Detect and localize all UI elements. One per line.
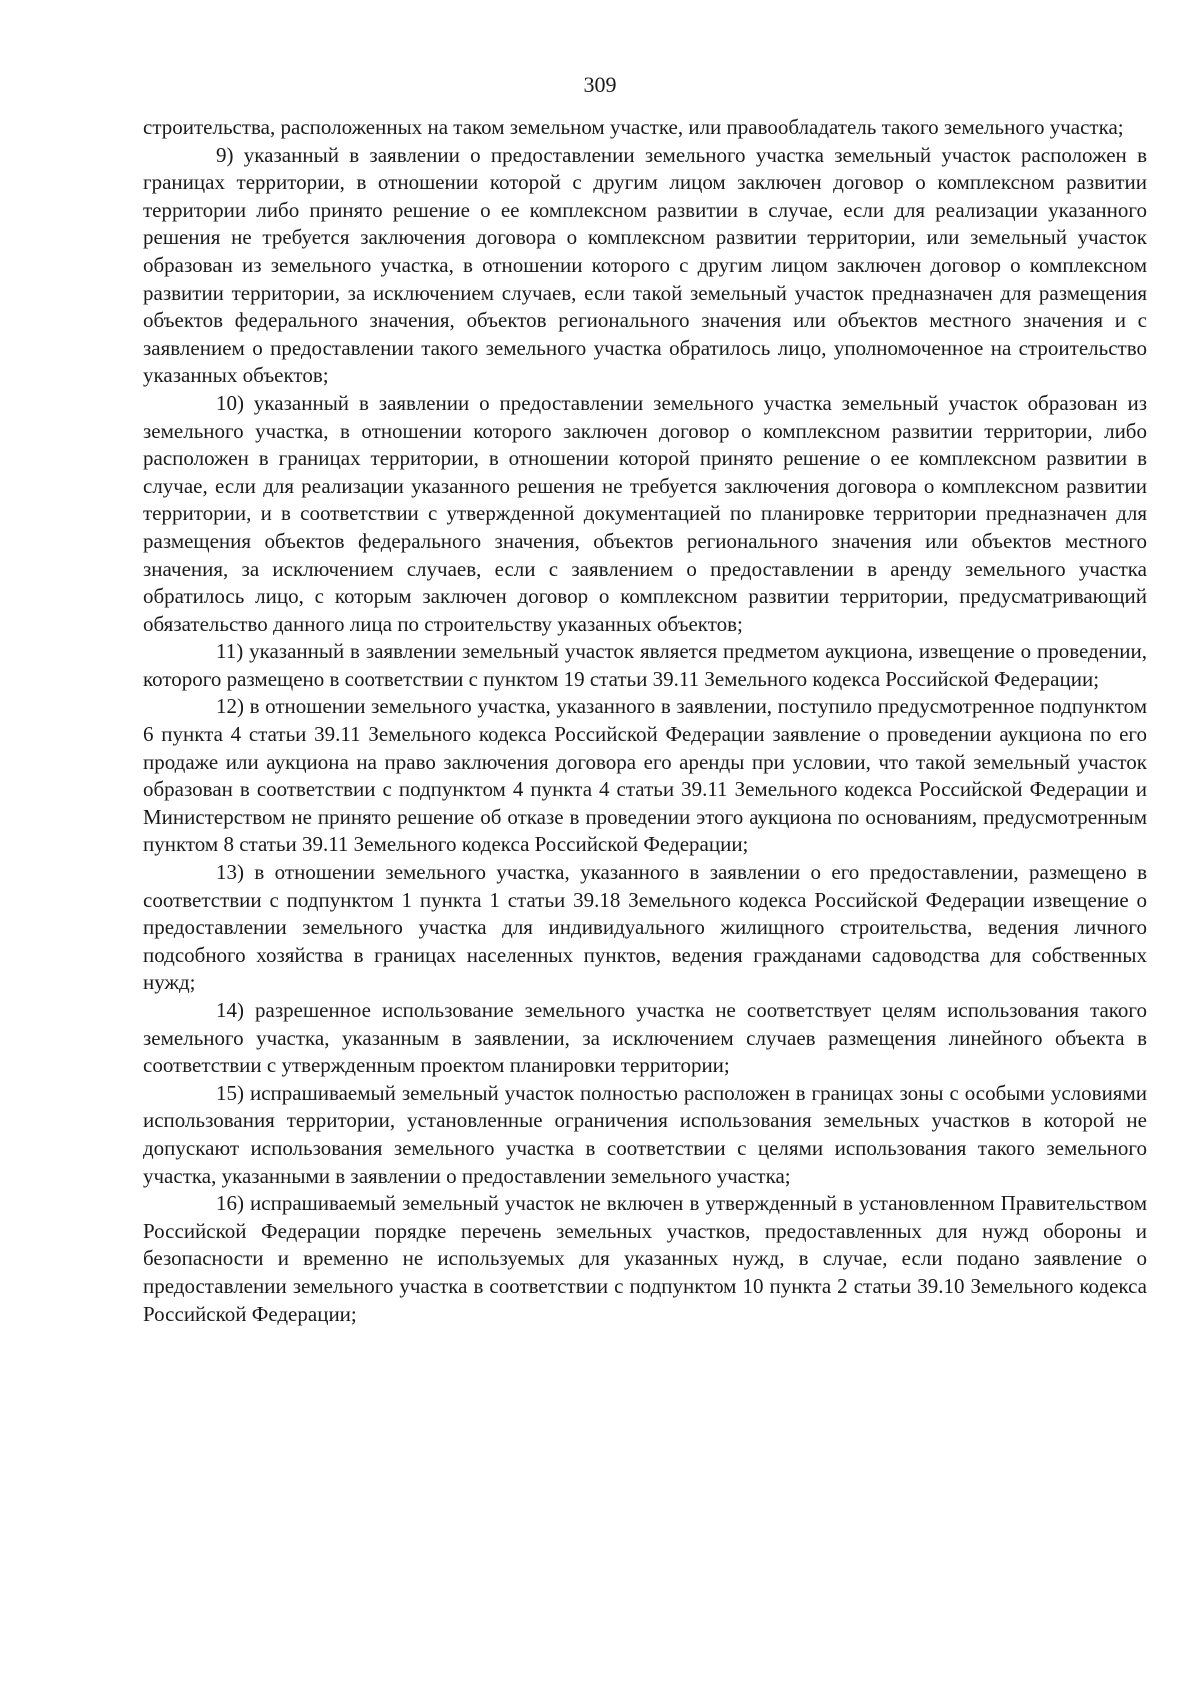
paragraph-item-12: 12) в отношении земельного участка, указанного в заявлении, поступило предусмотренное подпунктом 6 пункта 4 статьи 39.11 Земельного кодекса Российской Федерации заявление о проведении аукциона по его продаже или аукциона на право заключения договора его аренды при условии, что такой земельный участок образован в соответствии с подпунктом 4 пункта 4 статьи 39.11 Земельного кодекса Российской Федерации и Министерством не принято решение об отказе в проведении этого аукциона по основаниям, предусмотренным пунктом 8 статьи 39.11 Земельного кодекса Российской Федерации; [143,694,1147,857]
paragraph-item-16: 16) испрашиваемый земельный участок не включен в утвержденный в установленном Правительством Российской Федерации порядке перечень земельных участков, предоставленных для нужд обороны и безопасности и временно не используемых для указанных нужд, в случае, если подано заявление о предоставлении земельного участка в соответствии с подпунктом 10 пункта 2 статьи 39.10 Земельного кодекса Российской Федерации; [143,1191,1147,1326]
paragraph-item-10: 10) указанный в заявлении о предоставлении земельного участка земельный участок образован из земельного участка, в отношении которого заключен договор о комплексном развитии территории, либо расположен в границах территории, в отношении которой принято решение о ее комплексном развитии в случае, если для реализации указанного решения не требуется заключения договора о комплексном развитии территории, и в соответствии с утвержденной документацией по планировке территории предназначен для размещения объектов федерального значения, объектов регионального значения или объектов местного значения, за исключением случаев, если с заявлением о предоставлении в аренду земельного участка обратилось лицо, с которым заключен договор о комплексном развитии территории, предусматривающий обязательство данного лица по строительству указанных объектов; [143,390,1147,636]
document-body [143,114,1147,1328]
paragraph-item-15: 15) испрашиваемый земельный участок полностью расположен в границах зоны с особыми условиями использования территории, установленные ограничения использования земельных участков в которой не допускают использования земельного участка в соответствии с целями использования такого земельного участка, указанными в заявлении о предоставлении земельного участка; [143,1080,1147,1188]
paragraph-item-9: 9) указанный в заявлении о предоставлении земельного участка земельный участок расположен в границах территории, в отношении которой с другим лицом заключен договор о комплексном развитии территории либо принято решение о ее комплексном развитии в случае, если для реализации указанного решения не требуется заключения договора о комплексном развитии территории, или земельный участок образован из земельного участка, в отношении которого с другим лицом заключен договор о комплексном развитии территории, за исключением случаев, если такой земельный участок предназначен для размещения объектов федерального значения, объектов регионального значения или объектов местного значения и с заявлением о предоставлении такого земельного участка обратилось лицо, уполномоченное на строительство указанных объектов; [143,142,1147,388]
paragraph-continuation: строительства, расположенных на таком земельном участке, или правообладатель такого земельного участка; [143,115,1124,139]
paragraph-item-13: 13) в отношении земельного участка, указанного в заявлении о его предоставлении, размещено в соответствии с подпунктом 1 пункта 1 статьи 39.18 Земельного кодекса Российской Федерации извещение о предоставлении земельного участка для индивидуального жилищного строительства, ведения личного подсобного хозяйства в границах населенных пунктов, ведения гражданами садоводства для собственных нужд; [143,860,1147,995]
paragraph-item-14: 14) разрешенное использование земельного участка не соответствует целям использования такого земельного участка, указанным в заявлении, за исключением случаев размещения линейного объекта в соответствии с утвержденным проектом планировки территории; [143,998,1147,1078]
page-number: 309 [583,72,617,97]
paragraph-item-11: 11) указанный в заявлении земельный участок является предметом аукциона, извещение о проведении, которого размещено в соответствии с пунктом 19 статьи 39.11 Земельного кодекса Российской Федерации; [143,639,1147,691]
